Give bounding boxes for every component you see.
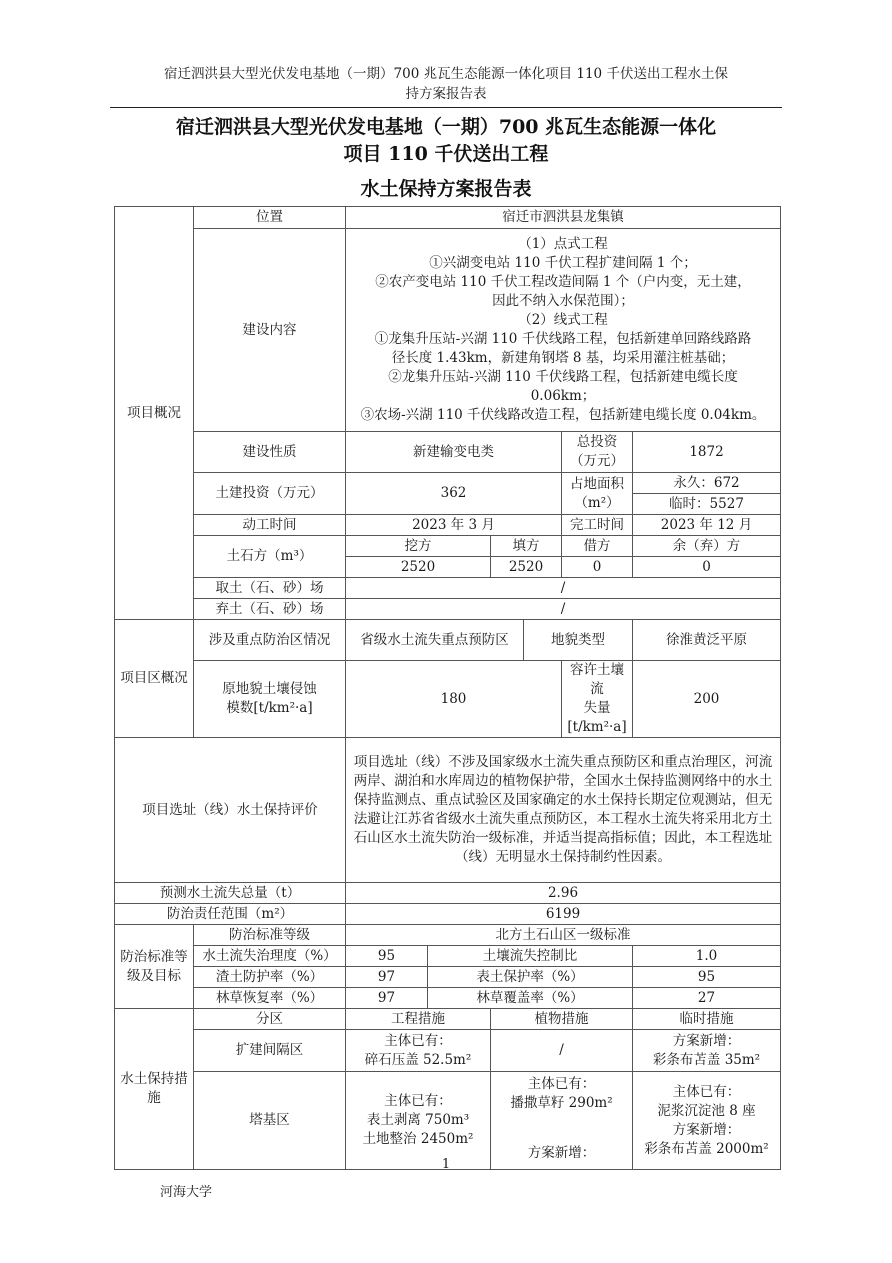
target-label: 水土流失治理度（%） <box>194 946 346 967</box>
borrow-site: / <box>346 578 781 599</box>
row-key-zone <box>115 620 781 661</box>
measures-head: 临时措施 <box>633 1009 781 1030</box>
content-line: ①兴湖变电站 110 千伏工程扩建间隔 1 个； <box>429 255 697 271</box>
row-measures-expand <box>115 1030 781 1072</box>
erosion-label-b: 模数[t/km²·a] <box>226 700 313 716</box>
target-label: 渣土防护率（%） <box>194 967 346 988</box>
key-zone: 省级水土流失重点预防区 <box>346 620 524 661</box>
running-header <box>110 64 782 104</box>
footer-organization: 河海大学 <box>160 1185 213 1200</box>
section-measures: 水土保持措施 <box>115 1009 194 1170</box>
earthwork-value: 2520 <box>491 557 562 578</box>
target-label: 林草覆盖率（%） <box>428 988 633 1009</box>
erosion-modulus: 180 <box>346 661 562 738</box>
spoil-site: / <box>346 599 781 620</box>
report-form-table <box>114 206 781 1170</box>
row-standard-target <box>115 946 781 967</box>
tower-temporary <box>633 1072 781 1170</box>
zone-expand: 扩建间隔区 <box>194 1030 346 1072</box>
total-investment: 1872 <box>633 432 781 473</box>
target-value: 1.0 <box>633 946 781 967</box>
row-schedule <box>115 515 781 536</box>
target-label: 表土保护率（%） <box>428 967 633 988</box>
erosion-label-a: 原地貌土壤侵蚀 <box>222 681 317 697</box>
row-earthwork-heads <box>115 536 781 557</box>
target-value: 27 <box>633 988 781 1009</box>
standard-grade-label: 防治标准等级 <box>194 925 346 946</box>
tower-engineering <box>346 1072 491 1170</box>
row-responsibility <box>115 904 781 925</box>
row-standard-target <box>115 967 781 988</box>
land-area-unit: （m²） <box>574 494 620 511</box>
measure-line: 彩条布苫盖 35m² <box>652 1051 761 1068</box>
content-line: 径长度 1.43km，新建角钢塔 8 基，均采用灌注桩基础； <box>391 350 735 366</box>
content-line: 因此不纳入水保范围）； <box>492 293 634 309</box>
start-time: 2023 年 3 月 <box>346 515 562 536</box>
temporary-area: 临时：5527 <box>633 494 781 515</box>
content-line: ②农产变电站 110 千伏工程改造间隔 1 个（户内变，无土建， <box>375 274 751 290</box>
document-title-line2: 项目 110 千伏送出工程 <box>343 143 549 165</box>
earthwork-value: 0 <box>633 557 781 578</box>
row-evaluation <box>115 738 781 883</box>
row-construction-content <box>115 229 781 432</box>
measure-line: 泥浆沉淀池 8 座 <box>657 1102 756 1119</box>
measure-line: 主体已有： <box>384 1093 452 1109</box>
measure-line: 主体已有： <box>384 1032 452 1049</box>
earthwork-label: 土石方（m³） <box>194 536 346 578</box>
allowable-label-b: 失量[t/km²·a] <box>567 700 627 735</box>
location-label: 位置 <box>194 207 346 229</box>
erosion-modulus-label <box>194 661 346 738</box>
measure-line: 表土剥离 750m³ <box>366 1112 470 1128</box>
construction-content-label: 建设内容 <box>194 229 346 432</box>
row-measures-heads <box>115 1009 781 1030</box>
page-number: 1 <box>441 1157 451 1172</box>
expand-temporary <box>633 1030 781 1072</box>
forecast-value: 2.96 <box>346 883 781 904</box>
row-spoil-site <box>115 599 781 620</box>
row-forecast <box>115 883 781 904</box>
allowable-label-a: 容许土壤流 <box>570 662 624 697</box>
target-value: 97 <box>346 967 428 988</box>
zone-tower: 塔基区 <box>194 1072 346 1170</box>
expand-engineering <box>346 1030 491 1072</box>
row-location <box>115 207 781 229</box>
allowable-loss-label <box>562 661 633 738</box>
running-header-line1: 宿迁泗洪县大型光伏发电基地（一期）700 兆瓦生态能源一体化项目 110 千伏送出工程水土保 <box>164 66 728 82</box>
finish-time: 2023 年 12 月 <box>633 515 781 536</box>
evaluation-label: 项目选址（线）水土保持评价 <box>115 738 346 883</box>
start-time-label: 动工时间 <box>194 515 346 536</box>
evaluation-text: 项目选址（线）不涉及国家级水土流失重点预防区和重点治理区，河流两岸、湖泊和水库周边的植物保护带，全国水土保持监测网络中的水土保持监测点、重点试验区及国家确定的水土保持长期定位观测站，但无法避让江苏省省级水土流失重点预防区，本工程水土流失将采用北方土石山区水土流失防治一级标准，并适当提高指标值；因此，本工程选址（线）无明显水土保持制约性因素。 <box>346 738 781 883</box>
civil-investment: 362 <box>346 473 562 515</box>
target-value: 97 <box>346 988 428 1009</box>
running-header-line2: 持方案报告表 <box>405 86 487 102</box>
landform: 徐淮黄泛平原 <box>633 620 781 661</box>
row-standard-target <box>115 988 781 1009</box>
content-line: （2）线式工程 <box>518 312 608 328</box>
standard-grade: 北方土石山区一级标准 <box>346 925 781 946</box>
content-line: 0.06km； <box>530 388 596 404</box>
measure-line: 播撒草籽 290m² <box>510 1095 613 1111</box>
key-zone-label: 涉及重点防治区情况 <box>194 620 346 661</box>
content-line: ②龙集升压站-兴湖 110 千伏线路工程，包括新建电缆长度 <box>388 369 738 385</box>
location-value: 宿迁市泗洪县龙集镇 <box>346 207 781 229</box>
target-label: 林草恢复率（%） <box>194 988 346 1009</box>
row-measures-tower-a <box>115 1072 781 1122</box>
measure-line: 主体已有： <box>672 1083 741 1100</box>
row-nature <box>115 432 781 473</box>
construction-nature: 新建输变电类 <box>346 432 562 473</box>
earthwork-head: 余（弃）方 <box>633 536 781 557</box>
spoil-site-label: 弃土（石、砂）场 <box>194 599 346 620</box>
measure-line: 彩条布苫盖 2000m² <box>644 1140 769 1157</box>
tower-plant-new: 方案新增： <box>491 1122 633 1170</box>
construction-content <box>346 229 781 432</box>
earthwork-head: 挖方 <box>346 536 491 557</box>
expand-plant: / <box>491 1030 633 1072</box>
responsibility-value: 6199 <box>346 904 781 925</box>
measures-head: 分区 <box>194 1009 346 1030</box>
earthwork-head: 借方 <box>562 536 633 557</box>
row-erosion <box>115 661 781 738</box>
measure-line: 土地整治 2450m² <box>362 1131 474 1147</box>
target-value: 95 <box>346 946 428 967</box>
content-line: ①龙集升压站-兴湖 110 千伏线路工程，包括新建单回路线路路 <box>374 331 752 347</box>
landform-label: 地貌类型 <box>524 620 633 661</box>
measure-line: 主体已有： <box>527 1076 596 1092</box>
section-project-overview: 项目概况 <box>115 207 194 620</box>
section-standard: 防治标准等级及目标 <box>115 925 194 1009</box>
measure-line: 碎石压盖 52.5m² <box>364 1051 472 1068</box>
earthwork-value: 2520 <box>346 557 491 578</box>
civil-investment-label: 土建投资（万元） <box>194 473 346 515</box>
section-area-overview: 项目区概况 <box>115 620 194 738</box>
construction-nature-label: 建设性质 <box>194 432 346 473</box>
earthwork-head: 填方 <box>491 536 562 557</box>
measure-line: 方案新增： <box>672 1121 741 1138</box>
content-line: （1）点式工程 <box>518 236 608 252</box>
measure-line: 方案新增： <box>672 1032 741 1049</box>
earthwork-value: 0 <box>562 557 633 578</box>
land-area-label-text: 占地面积 <box>570 475 624 492</box>
allowable-loss: 200 <box>633 661 781 738</box>
responsibility-label: 防治责任范围（m²） <box>115 904 346 925</box>
forecast-label: 预测水土流失总量（t） <box>115 883 346 904</box>
target-value: 95 <box>633 967 781 988</box>
target-label: 土壤流失控制比 <box>428 946 633 967</box>
document-subtitle: 水土保持方案报告表 <box>360 178 532 200</box>
row-civil-invest-a <box>115 473 781 494</box>
borrow-site-label: 取土（石、砂）场 <box>194 578 346 599</box>
document-title-line1: 宿迁泗洪县大型光伏发电基地（一期）700 兆瓦生态能源一体化 <box>175 116 717 138</box>
permanent-area: 永久：672 <box>633 473 781 494</box>
tower-plant-existing <box>491 1072 633 1122</box>
measures-head: 植物措施 <box>491 1009 633 1030</box>
content-line: ③农场-兴湖 110 千伏线路改造工程，包括新建电缆长度 0.04km。 <box>360 407 766 423</box>
total-investment-label: 总投资（万元） <box>562 432 633 473</box>
row-standard-grade <box>115 925 781 946</box>
row-borrow-site <box>115 578 781 599</box>
finish-time-label: 完工时间 <box>562 515 633 536</box>
land-area-label <box>562 473 633 515</box>
header-divider <box>110 107 782 108</box>
measures-head: 工程措施 <box>346 1009 491 1030</box>
